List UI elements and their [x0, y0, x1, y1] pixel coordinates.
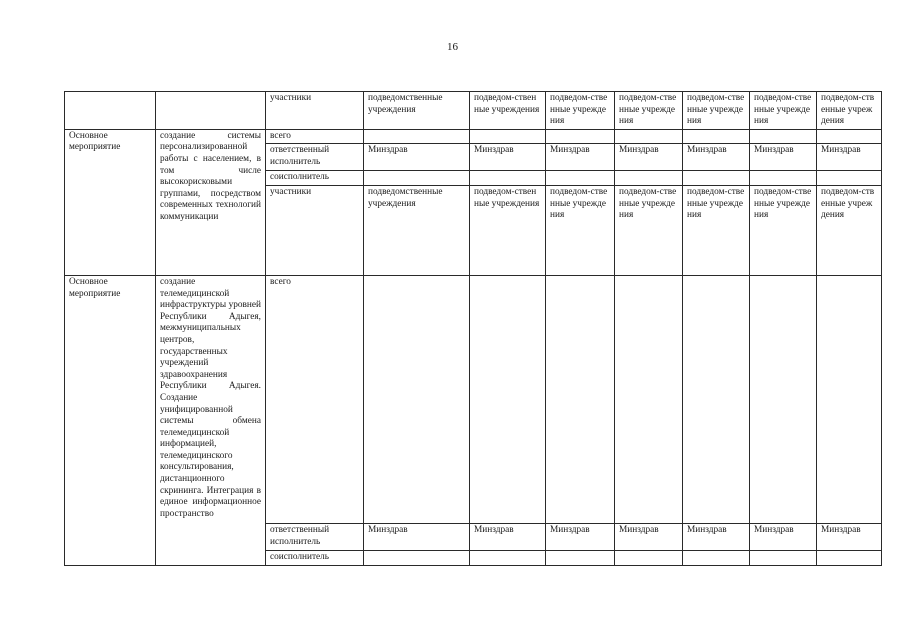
value-cell — [546, 171, 615, 186]
value-cell: Минздрав — [364, 523, 470, 550]
value-cell: подведом-ственные учреждения — [750, 92, 817, 130]
table-row-total — [65, 129, 882, 144]
value-cell — [364, 550, 470, 565]
value-cell: подведом-ственные учреждения — [750, 185, 817, 275]
value-cell — [750, 550, 817, 565]
value-cell — [817, 129, 882, 144]
value-cell — [817, 275, 882, 523]
value-cell: Минздрав — [546, 523, 615, 550]
empty-cell — [156, 92, 266, 130]
value-cell — [470, 275, 546, 523]
value-cell: подведом-ственные учреждения — [817, 185, 882, 275]
activity-type-cell: Основное мероприятие — [65, 275, 156, 565]
value-cell: Минздрав — [817, 523, 882, 550]
value-cell — [683, 550, 750, 565]
value-cell: Минздрав — [750, 144, 817, 171]
row-label-total: всего — [266, 275, 364, 523]
table-row-total — [65, 275, 882, 523]
empty-cell — [65, 92, 156, 130]
value-cell: Минздрав — [546, 144, 615, 171]
value-cell — [817, 171, 882, 186]
value-cell: Минздрав — [615, 144, 683, 171]
value-cell: подведом-ственные учреждения — [683, 185, 750, 275]
value-cell: Минздрав — [750, 523, 817, 550]
value-cell — [750, 129, 817, 144]
value-cell: подведом-ственные учреждения — [615, 185, 683, 275]
continuation-row — [65, 92, 882, 130]
value-cell — [546, 129, 615, 144]
value-cell — [615, 171, 683, 186]
value-cell: подведом-ственные учреждения — [546, 92, 615, 130]
page-number: 16 — [447, 41, 458, 53]
value-cell — [750, 275, 817, 523]
value-cell — [817, 550, 882, 565]
row-label-responsible: ответственный исполнитель — [266, 523, 364, 550]
value-cell — [750, 171, 817, 186]
value-cell — [470, 129, 546, 144]
value-cell — [364, 275, 470, 523]
row-label-participants: участники — [266, 92, 364, 130]
activity-type-cell: Основное мероприятие — [65, 129, 156, 275]
value-cell — [364, 129, 470, 144]
row-label-total: всего — [266, 129, 364, 144]
value-cell — [546, 550, 615, 565]
value-cell — [683, 171, 750, 186]
activity-description-cell: создание телемедицинской инфраструктуры уровней Республики Адыгея, межмуниципальных центров, государственных учреждений здравоохранения Республики Адыгея. Создание унифицированной системы обмена телемедицинской информацией, телемедицинского консультирования, дистанционного скрининга. Интеграция в единое информационное пространство — [156, 275, 266, 565]
value-cell — [364, 171, 470, 186]
row-label-coexecutor: соисполнитель — [266, 171, 364, 186]
value-cell: подведом-ственные учреждения — [470, 185, 546, 275]
value-cell: подведом-ственные учреждения — [546, 185, 615, 275]
value-cell: подведом-ственные учреждения — [470, 92, 546, 130]
value-cell — [683, 129, 750, 144]
value-cell: Минздрав — [615, 523, 683, 550]
value-cell: Минздрав — [364, 144, 470, 171]
row-label-responsible: ответственный исполнитель — [266, 144, 364, 171]
value-cell — [615, 550, 683, 565]
value-cell: подведомственные учреждения — [364, 185, 470, 275]
value-cell: Минздрав — [470, 523, 546, 550]
value-cell: Минздрав — [817, 144, 882, 171]
row-label-participants: участники — [266, 185, 364, 275]
value-cell — [470, 550, 546, 565]
value-cell: Минздрав — [683, 523, 750, 550]
value-cell — [683, 275, 750, 523]
value-cell: подведом-ственные учреждения — [817, 92, 882, 130]
value-cell: Минздрав — [683, 144, 750, 171]
value-cell — [615, 129, 683, 144]
value-cell: подведомственные учреждения — [364, 92, 470, 130]
value-cell — [470, 171, 546, 186]
program-table — [64, 91, 882, 566]
activity-description-cell: создание системы персонализированной работы с населением, в том числе высокорисковыми группами, посредством современных технологий коммуникации — [156, 129, 266, 275]
value-cell — [546, 275, 615, 523]
value-cell: подведом-ственные учреждения — [683, 92, 750, 130]
row-label-coexecutor: соисполнитель — [266, 550, 364, 565]
value-cell: подведом-ственные учреждения — [615, 92, 683, 130]
value-cell: Минздрав — [470, 144, 546, 171]
value-cell — [615, 275, 683, 523]
